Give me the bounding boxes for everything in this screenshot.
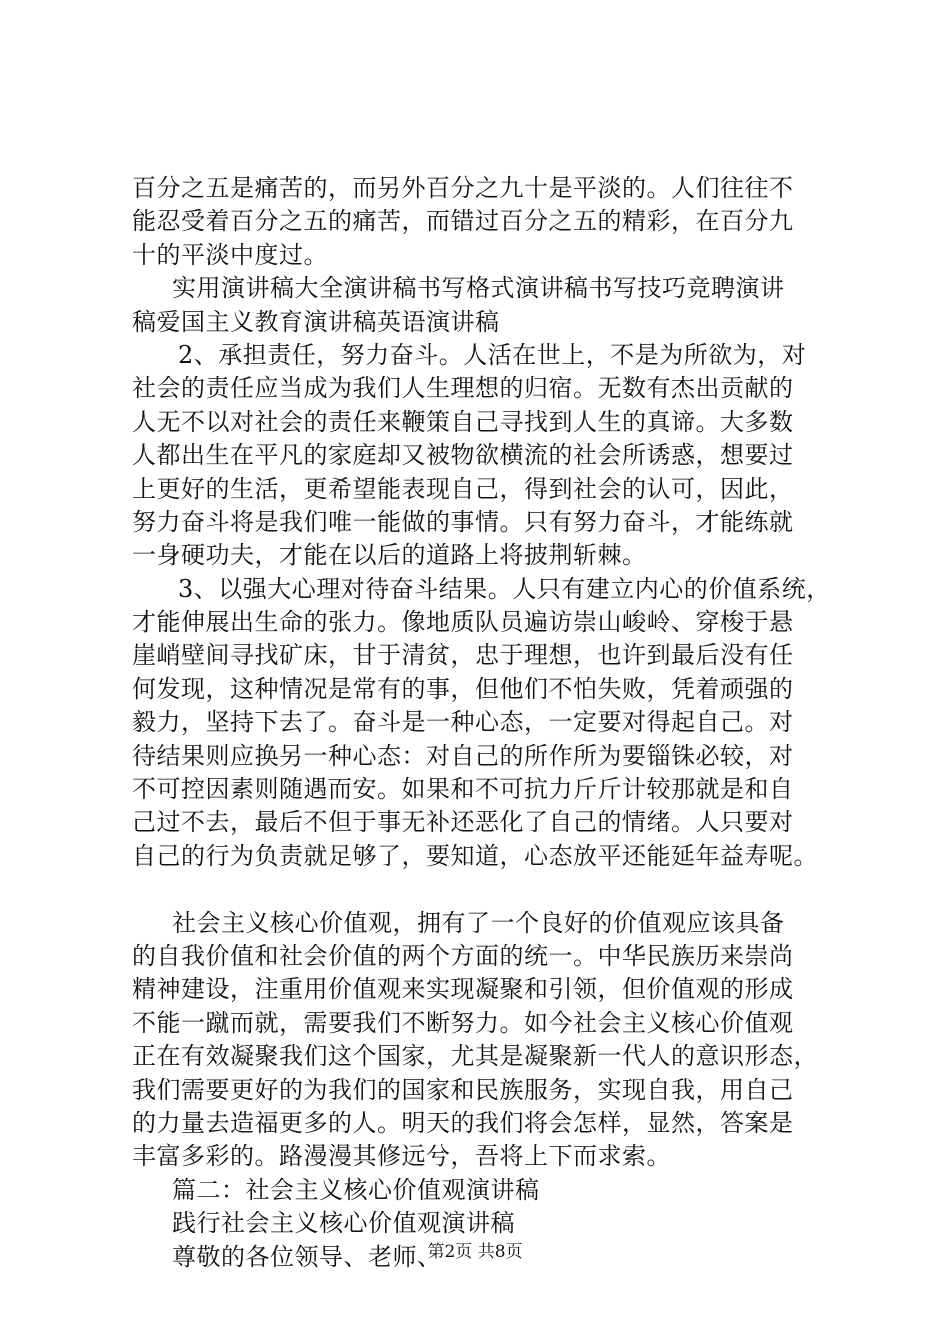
text-line: 2、承担责任，努力奋斗。人活在世上，不是为所欲为，对 [178, 340, 807, 369]
paragraph-point-2 [132, 339, 852, 573]
text-line: 毅力，坚持下去了。奋斗是一种心态，一定要对得起自己。对 [132, 708, 794, 737]
text-line: 何发现，这种情况是常有的事，但他们不怕失败，凭着顽强的 [132, 674, 794, 703]
text-line: 人无不以对社会的责任来鞭策自己寻找到人生的真谛。大多数 [132, 407, 794, 436]
section-heading [132, 1174, 852, 1207]
text-line: 崖峭壁间寻找矿床，甘于清贫，忠于理想，也许到最后没有任 [132, 641, 794, 670]
text-line: 上更好的生活，更希望能表现自己，得到社会的认可，因此， [132, 474, 794, 503]
text-line: 实用演讲稿大全演讲稿书写格式演讲稿书写技巧竞聘演讲 [172, 274, 785, 303]
text-line: 努力奋斗将是我们唯一能做的事情。只有努力奋斗，才能练就 [132, 507, 794, 536]
text-line: 精神建设，注重用价值观来实现凝聚和引领，但价值观的形成 [132, 975, 794, 1004]
text-line: 待结果则应换另一种心态：对自己的所作所为要锱铢必较，对 [132, 741, 794, 770]
body-text [132, 172, 852, 1274]
text-line: 人都出生在平凡的家庭却又被物欲横流的社会所诱惑，想要过 [132, 441, 794, 470]
text-line: 3、以强大心理对待奋斗结果。人只有建立内心的价值系统， [178, 574, 831, 603]
text-line: 的力量去造福更多的人。明天的我们将会怎样，显然，答案是 [132, 1108, 794, 1137]
text-line: 一身硬功夫，才能在以后的道路上将披荆斩棘。 [132, 541, 647, 570]
paragraph-core-values [132, 907, 852, 1174]
paragraph-continuation [132, 172, 852, 272]
text-line: 不可控因素则随遇而安。如果和不可抗力斤斤计较那就是和自 [132, 775, 794, 804]
text-line: 才能伸展出生命的张力。像地质队员遍访崇山峻岭、穿梭于悬 [132, 608, 794, 637]
paragraph-gap [132, 873, 852, 906]
paragraph-related-links [132, 272, 852, 339]
text-line: 篇二：社会主义核心价值观演讲稿 [172, 1175, 540, 1204]
speech-title [132, 1207, 852, 1240]
text-line: 正在有效凝聚我们这个国家，尤其是凝聚新一代人的意识形态， [132, 1042, 818, 1071]
paragraph-point-3 [132, 573, 852, 874]
text-line: 践行社会主义核心价值观演讲稿 [172, 1209, 515, 1238]
text-line: 自己的行为负责就足够了，要知道，心态放平还能延年益寿呢。 [132, 841, 818, 870]
text-line: 己过不去，最后不但于事无补还恶化了自己的情绪。人只要对 [132, 808, 794, 837]
text-line: 丰富多彩的。路漫漫其修远兮，吾将上下而求索。 [132, 1142, 671, 1171]
page-number-footer: 第2页 共8页 [427, 1242, 523, 1262]
text-line: 十的平淡中度过。 [132, 240, 328, 269]
text-line: 社会的责任应当成为我们人生理想的归宿。无数有杰出贡献的 [132, 374, 794, 403]
text-line: 能忍受着百分之五的痛苦，而错过百分之五的精彩，在百分九 [132, 207, 794, 236]
text-line: 我们需要更好的为我们的国家和民族服务，实现自我，用自己 [132, 1075, 794, 1104]
text-line: 社会主义核心价值观，拥有了一个良好的价值观应该具备 [172, 908, 785, 937]
text-line: 尊敬的各位领导、老师、 [172, 1242, 442, 1271]
text-line: 的自我价值和社会价值的两个方面的统一。中华民族历来崇尚 [132, 941, 794, 970]
text-line: 不能一蹴而就，需要我们不断努力。如今社会主义核心价值观 [132, 1008, 794, 1037]
text-line: 稿爱国主义教育演讲稿英语演讲稿 [132, 307, 500, 336]
text-line: 百分之五是痛苦的，而另外百分之九十是平淡的。人们往往不 [132, 174, 794, 202]
